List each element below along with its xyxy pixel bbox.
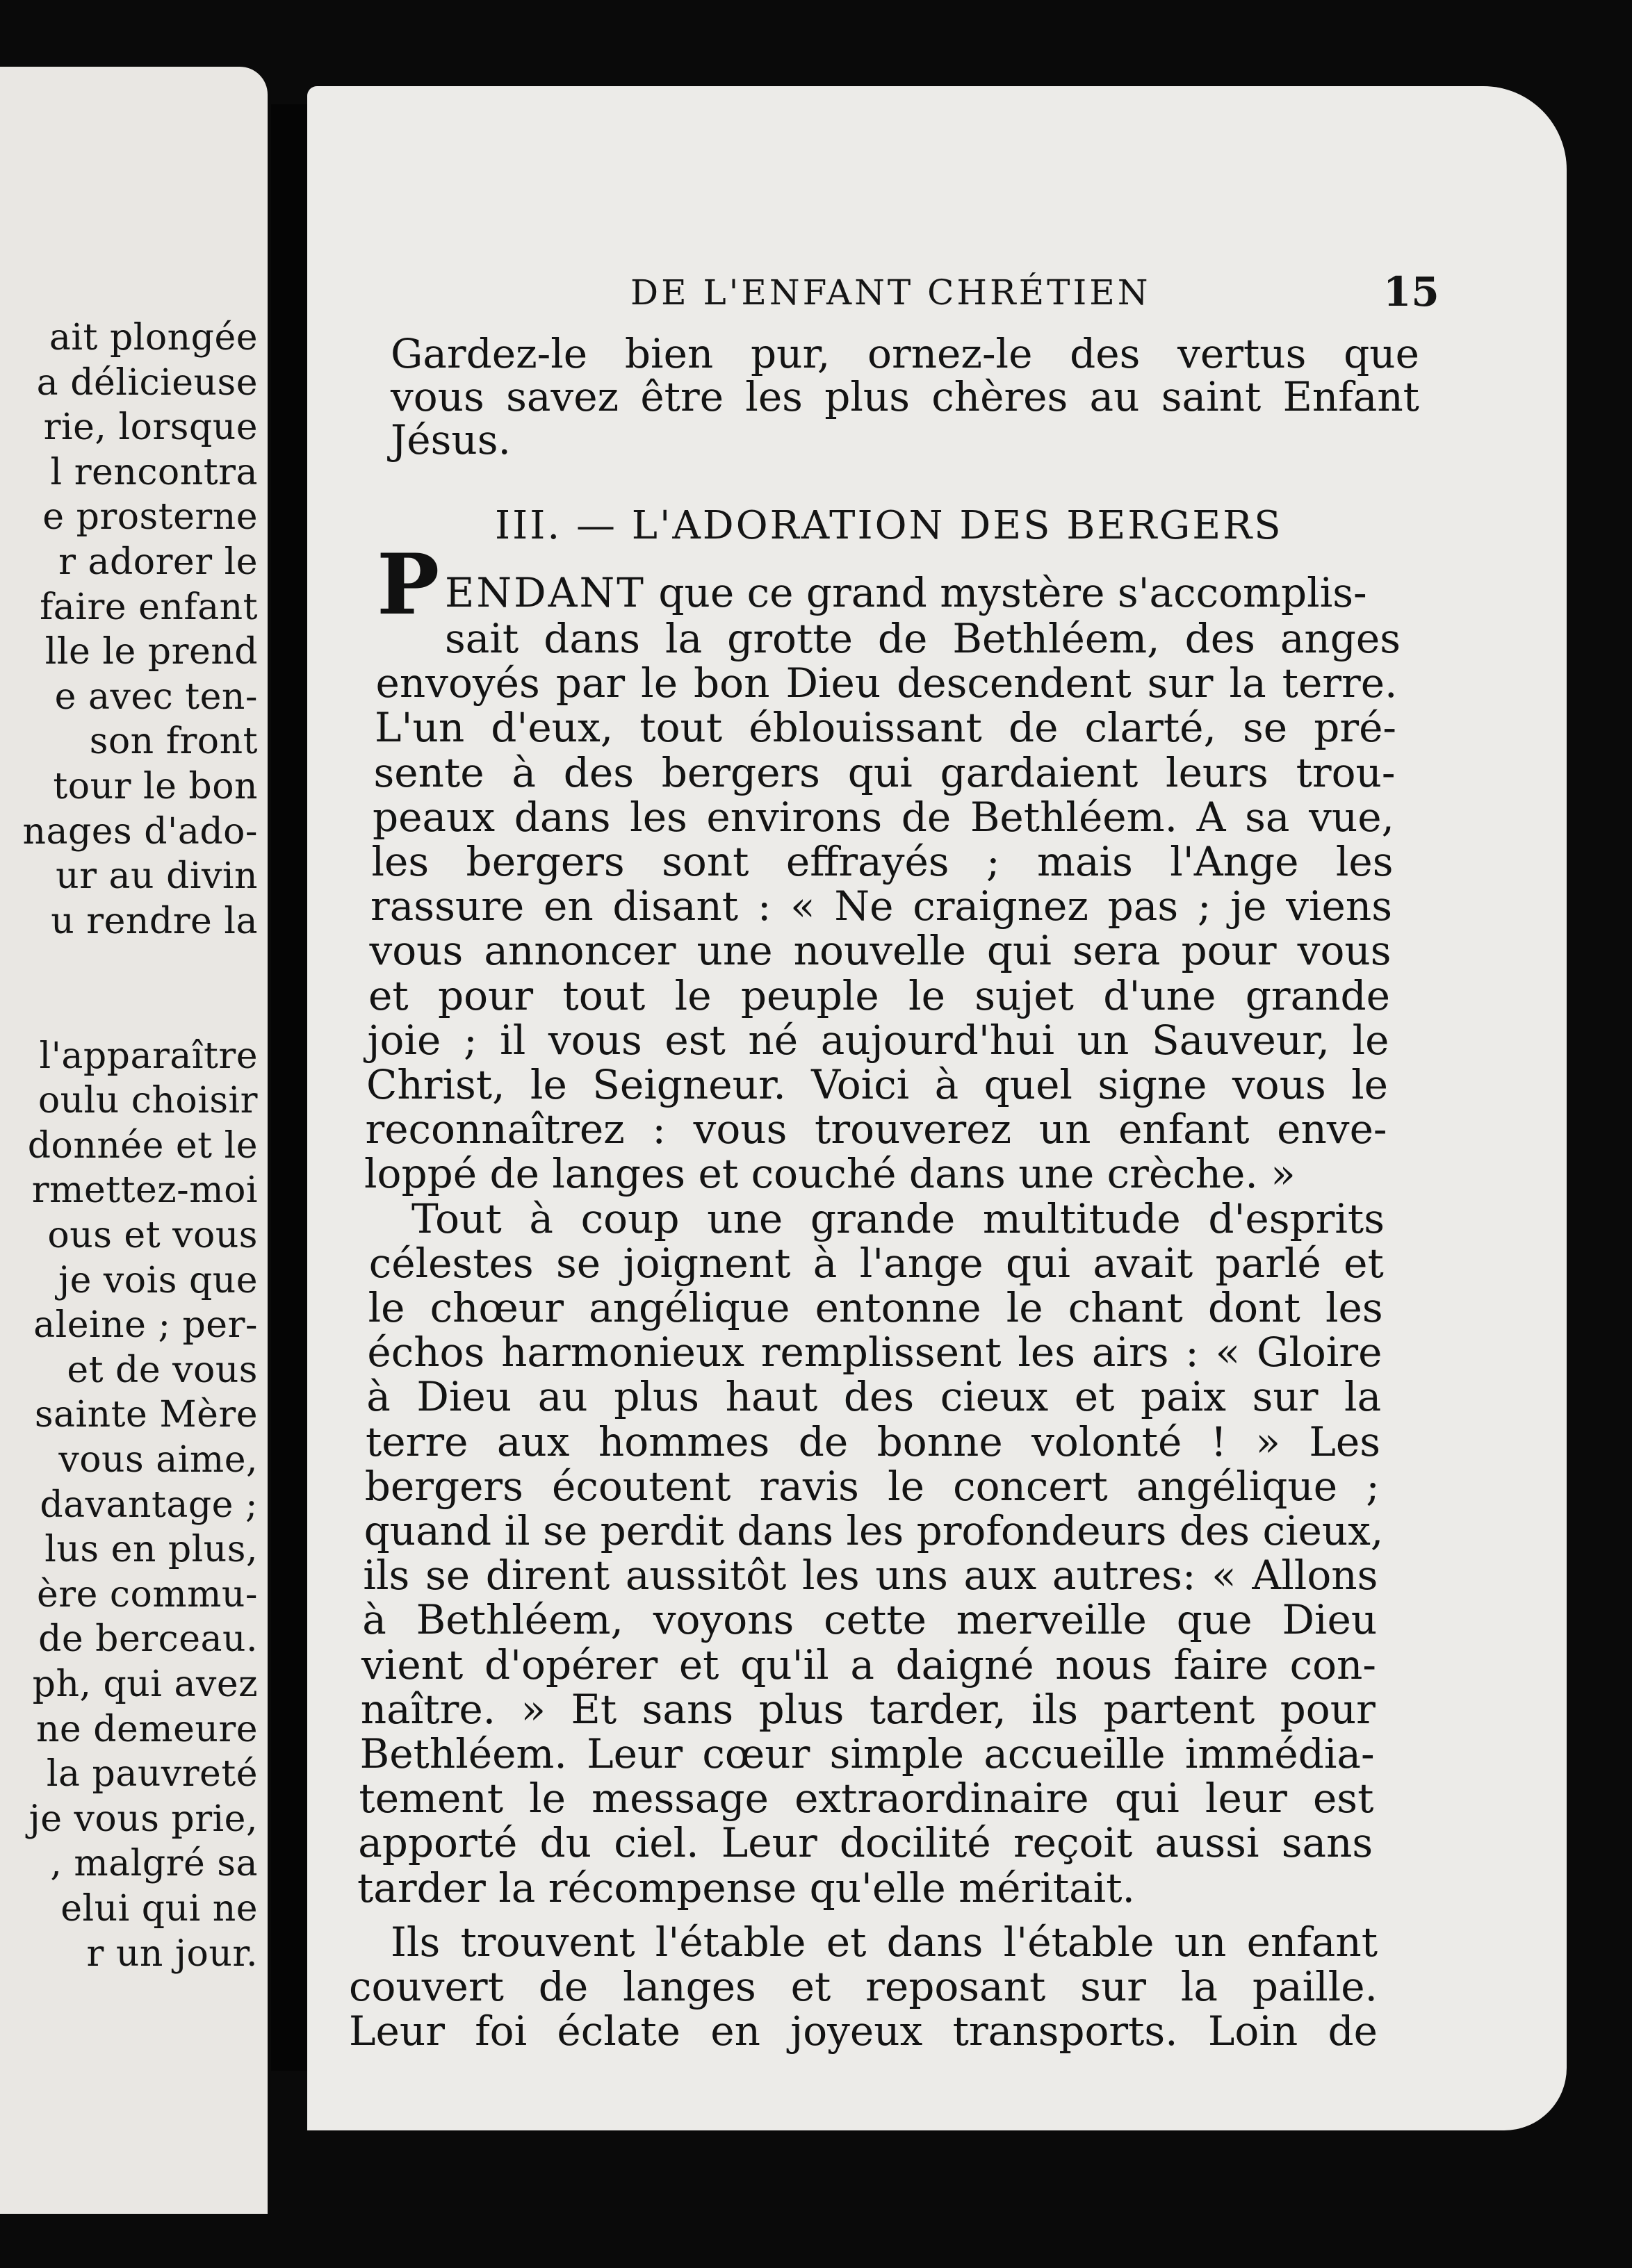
previous-page-line: nages d'ado- [22,810,258,853]
text-line: Ils trouvent l'étable et dans l'étable un enfant [391,1918,1378,1966]
text-line: tarder la récompense qu'elle méritait. [357,1864,1135,1912]
book-page [307,86,1567,2130]
text-line: célestes se joignent à l'ange qui avait parlé et [368,1239,1384,1287]
text-line: tement le message extraordinaire qui leur est [359,1775,1374,1823]
previous-page-line: , malgré sa [50,1843,258,1885]
text-line: Leur foi éclate en joyeux transports. Loin de [349,2007,1378,2055]
previous-page-line: aleine ; per- [33,1304,258,1347]
previous-page-line: u rendre la [51,900,258,942]
previous-page-fragment [0,67,268,2214]
text-line: Gardez-le bien pur, ornez-le des vertus que [391,330,1419,377]
text-line: quand il se perdit dans les profondeurs des cieux, [364,1507,1384,1554]
text-line: reconnaîtrez : vous trouverez un enfant enve- [365,1106,1387,1153]
text-line: vient d'opérer et qu'il a daigné nous faire con- [361,1641,1376,1688]
running-head: DE L'ENFANT CHRÉTIEN [630,272,1151,313]
text-line: L'un d'eux, tout éblouissant de clarté, se pré- [375,704,1396,752]
text-line: à Dieu au plus haut des cieux et paix sur la [366,1373,1382,1421]
text-line: Christ, le Seigneur. Voici à quel signe vous le [366,1061,1388,1108]
first-line-rest: que ce grand mystère s'accomplis- [645,569,1367,616]
paragraph-first-line [445,569,1367,616]
previous-page-line: ne demeure [35,1708,258,1750]
previous-page-line: faire enfant [40,586,258,628]
text-line: vous savez être les plus chères au saint Enfant [391,373,1419,420]
previous-page-line: r adorer le [58,541,258,583]
text-line: Jésus. [391,416,511,463]
text-line: Bethléem. Leur cœur simple accueille immédia- [359,1730,1375,1777]
previous-page-line: je vois que [58,1259,258,1301]
page-number: 15 [1383,268,1439,315]
previous-page-line: davantage ; [40,1484,258,1526]
previous-page-line: rmettez-moi [31,1169,258,1212]
text-line: couvert de langes et reposant sur la paille. [349,1963,1378,2010]
previous-page-line: lle le prend [44,631,258,673]
previous-page-line: a délicieuse [36,361,258,404]
previous-page-line: e prosterne [42,496,258,539]
text-line: Tout à coup une grande multitude d'esprits [411,1194,1385,1242]
previous-page-line: l'apparaître [39,1035,258,1077]
previous-page-line: vous aime, [58,1439,258,1481]
previous-page-line: la pauvreté [46,1753,258,1796]
text-line: rassure en disant : « Ne craignez pas ; je viens [370,882,1392,930]
previous-page-line: l rencontra [50,451,258,493]
section-title: III. — L'ADORATION DES BERGERS [495,503,1283,548]
previous-page-line: son front [89,721,258,763]
text-line: bergers écoutent ravis le concert angélique ; [364,1462,1380,1510]
previous-page-line: rie, lorsque [43,406,258,449]
text-line: échos harmonieux remplissent les airs : « Gloire [367,1329,1382,1377]
text-line: sait dans la grotte de Bethléem, des anges [445,615,1401,662]
body-text [307,86,1567,2130]
text-line: terre aux hommes de bonne volonté ! » Les [366,1418,1380,1465]
text-line: le chœur angélique entonne le chant dont les [368,1284,1383,1331]
text-line: peaux dans les environs de Bethléem. A sa vue, [373,793,1394,841]
text-line: à Bethléem, voyons cette merveille que Dieu [362,1596,1378,1644]
previous-page-line: tour le bon [53,766,258,807]
previous-page-line: de berceau. [38,1618,258,1661]
text-line: et pour tout le peuple le sujet d'une grande [368,971,1390,1019]
previous-page-line: elui qui ne [60,1888,258,1930]
previous-page-line: r un jour. [86,1932,258,1975]
previous-page-line: ur au divin [56,855,258,898]
previous-page-line: lus en plus, [44,1529,258,1571]
drop-cap: P [377,536,440,634]
text-line: apporté du ciel. Leur docilité reçoit aussi sans [358,1819,1373,1867]
lead-in-small-caps: ENDANT [445,569,646,616]
text-line: sente à des bergers qui gardaient leurs trou- [373,748,1396,796]
previous-page-line: oulu choisir [38,1080,258,1122]
previous-page-line: donnée et le [27,1124,258,1167]
previous-page-line: sainte Mère [34,1394,258,1436]
text-line: joie ; il vous est né aujourd'hui un Sauveur, le [367,1016,1389,1064]
text-line: loppé de langes et couché dans une crèche. » [364,1150,1296,1198]
previous-page-line: ère commu- [36,1573,258,1616]
text-line: vous annoncer une nouvelle qui sera pour vous [369,927,1392,975]
text-line: envoyés par le bon Dieu descendent sur la terre. [375,659,1398,707]
text-line: ils se dirent aussitôt les uns aux autres: « Allons [363,1552,1378,1600]
previous-page-line: ait plongée [49,317,258,359]
previous-page-line: ph, qui avez [32,1663,258,1705]
previous-page-line: e avec ten- [54,675,258,718]
previous-page-line: ous et vous [47,1215,258,1256]
text-line: naître. » Et sans plus tarder, ils partent pour [360,1685,1376,1733]
previous-page-line: je vous prie, [28,1798,258,1840]
text-line: les bergers sont effrayés ; mais l'Ange les [371,838,1394,885]
previous-page-line: et de vous [67,1349,258,1391]
